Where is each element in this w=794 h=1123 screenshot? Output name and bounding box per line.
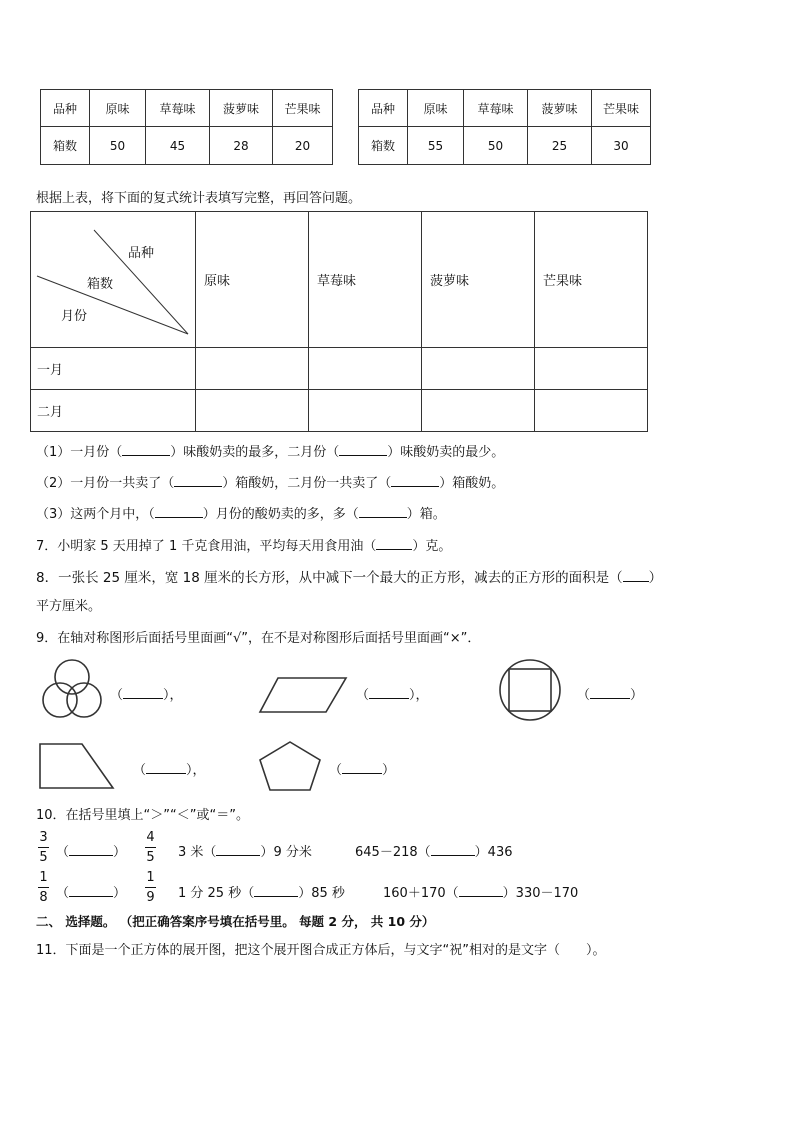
compare-addition: 160＋170（ ）330－170 bbox=[383, 886, 579, 901]
answer-blank[interactable] bbox=[623, 570, 649, 582]
question-6-3: （3）这两个月中，（ ）月份的酸奶卖的多，多（ ）箱。 bbox=[36, 507, 446, 522]
row-label-february: 二月 bbox=[31, 390, 196, 432]
fill-cell[interactable] bbox=[196, 348, 309, 390]
table-cell: 箱数 bbox=[41, 127, 90, 165]
compare-slot: （ ） bbox=[56, 886, 127, 901]
answer-slot-3: （ ） bbox=[577, 688, 644, 703]
table-header-cell: 品种 bbox=[41, 90, 90, 127]
column-header bbox=[196, 212, 309, 348]
question-6-1: （1）一月份（ ）味酸奶卖的最多，二月份（ ）味酸奶卖的最少。 bbox=[36, 445, 505, 460]
table-cell: 50 bbox=[464, 127, 528, 165]
table-header-cell: 原味 bbox=[90, 90, 146, 127]
table-header-cell: 草莓味 bbox=[146, 90, 210, 127]
question-7: 7．小明家 5 天用掉了 1 千克食用油，平均每天用食用油（ ）克。 bbox=[36, 539, 452, 554]
diag-label-variety: 品种 bbox=[128, 246, 155, 261]
table-cell: 20 bbox=[273, 127, 333, 165]
question-10-title: 10．在括号里填上“＞”“＜”或“＝”。 bbox=[36, 808, 249, 823]
fraction-three-fifths: 3 5 bbox=[39, 830, 48, 865]
table-cell: 55 bbox=[408, 127, 464, 165]
answer-blank[interactable] bbox=[431, 844, 475, 856]
answer-blank[interactable] bbox=[590, 687, 630, 699]
compound-table bbox=[30, 211, 648, 432]
answer-blank[interactable] bbox=[69, 885, 113, 897]
row-label-january: 一月 bbox=[31, 348, 196, 390]
question-8-line-2: 平方厘米。 bbox=[36, 599, 102, 614]
answer-blank[interactable] bbox=[339, 444, 387, 456]
answer-slot-2: （ ）， bbox=[356, 688, 429, 703]
pentagon-figure bbox=[258, 740, 324, 794]
answer-slot-4: （ ）， bbox=[133, 763, 206, 778]
answer-blank[interactable] bbox=[369, 687, 409, 699]
table-cell: 25 bbox=[528, 127, 592, 165]
answer-blank[interactable] bbox=[174, 475, 222, 487]
table-header-cell: 芒果味 bbox=[592, 90, 651, 127]
answer-blank[interactable] bbox=[391, 475, 439, 487]
answer-blank[interactable] bbox=[146, 762, 186, 774]
fill-cell[interactable] bbox=[535, 348, 648, 390]
column-header bbox=[422, 212, 535, 348]
column-header-label: 芒果味 bbox=[543, 274, 583, 289]
table-header-cell: 原味 bbox=[408, 90, 464, 127]
answer-blank[interactable] bbox=[359, 506, 407, 518]
table-cell: 30 bbox=[592, 127, 651, 165]
question-6-2: （2）一月份一共卖了（ ）箱酸奶，二月份一共卖了（ ）箱酸奶。 bbox=[36, 476, 505, 491]
column-header bbox=[535, 212, 648, 348]
instruction-text: 根据上表，将下面的复式统计表填写完整，再回答问题。 bbox=[36, 191, 362, 206]
fill-cell[interactable] bbox=[196, 390, 309, 432]
compare-time: 1 分 25 秒（ ）85 秒 bbox=[178, 886, 345, 901]
table-cell: 28 bbox=[210, 127, 273, 165]
table-header-cell: 菠萝味 bbox=[528, 90, 592, 127]
answer-slot-5: （ ） bbox=[329, 763, 396, 778]
diag-label-boxes: 箱数 bbox=[87, 277, 114, 292]
question-11: 11．下面是一个正方体的展开图，把这个展开图合成正方体后，与文字“祝”相对的是文字（ ）。 bbox=[36, 943, 606, 958]
answer-blank[interactable] bbox=[254, 885, 298, 897]
answer-blank[interactable] bbox=[376, 538, 412, 550]
answer-blank[interactable] bbox=[122, 444, 170, 456]
parallelogram-figure bbox=[258, 676, 350, 716]
column-header-label: 菠萝味 bbox=[430, 274, 470, 289]
answer-blank[interactable] bbox=[216, 844, 260, 856]
table-header-cell: 芒果味 bbox=[273, 90, 333, 127]
fill-cell[interactable] bbox=[309, 390, 422, 432]
answer-slot-1: （ ）， bbox=[110, 688, 183, 703]
column-header bbox=[309, 212, 422, 348]
table-header-cell: 草莓味 bbox=[464, 90, 528, 127]
fraction-four-fifths: 4 5 bbox=[146, 830, 155, 865]
fraction-one-ninth: 1 9 bbox=[146, 870, 155, 905]
compare-subtraction: 645－218（ ）436 bbox=[355, 845, 513, 860]
answer-blank[interactable] bbox=[69, 844, 113, 856]
fraction-one-eighth: 1 8 bbox=[39, 870, 48, 905]
fill-cell[interactable] bbox=[422, 348, 535, 390]
answer-blank[interactable] bbox=[342, 762, 382, 774]
answer-blank[interactable] bbox=[123, 687, 163, 699]
diagonal-header-cell bbox=[31, 212, 196, 348]
question-9-title: 9．在轴对称图形后面括号里面画“√”，在不是对称图形后面括号里面画“×”． bbox=[36, 631, 481, 646]
table-cell: 45 bbox=[146, 127, 210, 165]
square-in-circle-figure bbox=[499, 658, 563, 722]
compare-length: 3 米（ ）9 分米 bbox=[178, 845, 312, 860]
answer-blank[interactable] bbox=[155, 506, 203, 518]
fill-cell[interactable] bbox=[309, 348, 422, 390]
column-header-label: 原味 bbox=[204, 274, 231, 289]
compare-slot: （ ） bbox=[56, 845, 127, 860]
table-cell: 箱数 bbox=[359, 127, 408, 165]
trapezoid-figure bbox=[38, 741, 116, 791]
diag-label-month: 月份 bbox=[61, 309, 88, 324]
column-header-label: 草莓味 bbox=[317, 274, 357, 289]
fill-cell[interactable] bbox=[535, 390, 648, 432]
table-cell: 50 bbox=[90, 127, 146, 165]
table-february bbox=[358, 89, 651, 165]
table-header-cell: 菠萝味 bbox=[210, 90, 273, 127]
fill-cell[interactable] bbox=[422, 390, 535, 432]
three-circles-figure bbox=[38, 655, 108, 725]
table-january bbox=[40, 89, 333, 165]
question-8-line-1: 8．一张长 25 厘米，宽 18 厘米的长方形，从中减下一个最大的正方形，减去的正方形的面积是（ ） bbox=[36, 570, 663, 586]
section-2-title: 二、 选择题。 （把正确答案序号填在括号里。 每题 2 分， 共 10 分） bbox=[36, 914, 435, 929]
table-header-cell: 品种 bbox=[359, 90, 408, 127]
answer-blank[interactable] bbox=[459, 885, 503, 897]
